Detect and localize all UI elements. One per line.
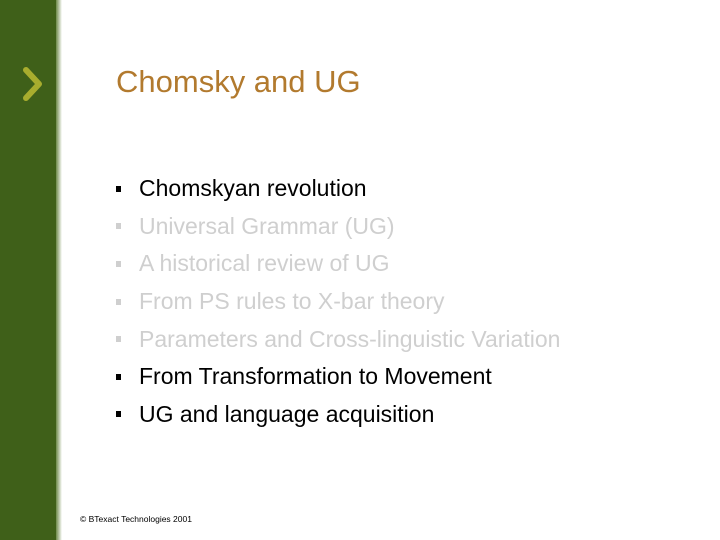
square-bullet-icon — [116, 336, 121, 342]
chevron-right-icon — [20, 64, 46, 104]
bullet-item — [116, 283, 560, 321]
slide-title: Chomsky and UG — [116, 64, 361, 99]
square-bullet-icon — [116, 261, 121, 267]
bullet-item — [116, 208, 560, 246]
bullet-text: Parameters and Cross-linguistic Variation — [139, 325, 561, 352]
bullet-item — [116, 358, 560, 396]
bullet-item — [116, 396, 560, 434]
square-bullet-icon — [116, 411, 121, 417]
bullet-item — [116, 245, 560, 283]
band-fade — [56, 0, 62, 540]
bullet-text: A historical review of UG — [139, 250, 390, 277]
bullet-list — [116, 170, 560, 433]
bullet-item — [116, 320, 560, 358]
bullet-text: From PS rules to X-bar theory — [139, 288, 445, 315]
square-bullet-icon — [116, 223, 121, 229]
bullet-item — [116, 170, 560, 208]
bullet-text: Universal Grammar (UG) — [139, 212, 395, 239]
bullet-text: Chomskyan revolution — [139, 175, 367, 202]
bullet-text: From Transformation to Movement — [139, 363, 492, 390]
bullet-text: UG and language acquisition — [139, 400, 435, 427]
square-bullet-icon — [116, 186, 121, 192]
square-bullet-icon — [116, 299, 121, 305]
square-bullet-icon — [116, 374, 121, 380]
copyright-footer: © BTexact Technologies 2001 — [80, 514, 192, 524]
